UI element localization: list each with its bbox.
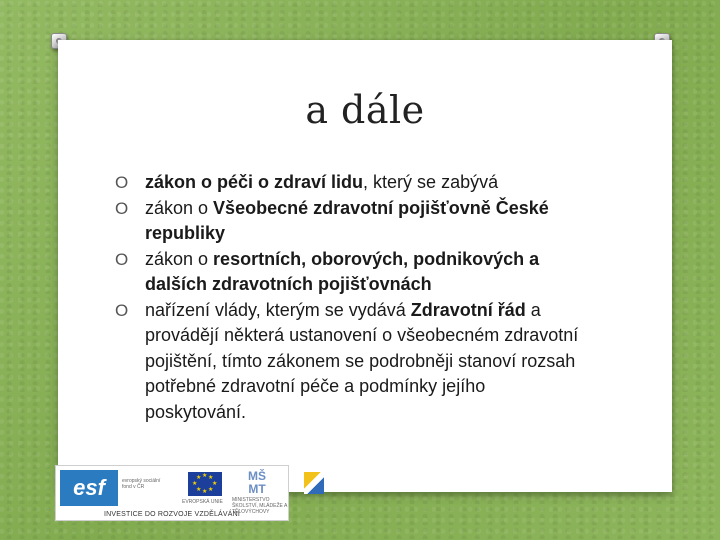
op-logo-icon <box>304 472 324 494</box>
bullet-item <box>115 298 585 426</box>
bullet-bold-text: Zdravotní řád <box>410 299 526 320</box>
eu-flag-icon: ★ ★ ★ ★ ★ ★ ★ ★ <box>188 472 222 496</box>
esf-subtitle: evropský sociální fond v ČR <box>122 478 161 490</box>
bullet-text: a provádějí některá ustanovení o všeobecném zdravotní pojištění, tímto zákonem se podrobněji stanoví rozsah potřebné zdravotní péče a podmínky jejího poskytování. <box>145 299 579 422</box>
eu-funding-logo-strip <box>55 465 289 521</box>
msmt-subtitle: MINISTERSTVO ŠKOLSTVÍ, MLÁDEŽE A TĚLOVÝCHOVY <box>232 497 288 515</box>
slide-title: a dále <box>305 88 425 132</box>
bullet-item <box>115 247 585 298</box>
bullet-item <box>115 196 585 247</box>
bullet-bold-text: resortních, oborových, podnikových a dalších zdravotních pojišťovnách <box>145 248 540 294</box>
msmt-logo: MŠ MT <box>248 469 266 496</box>
bullet-bold-text: Všeobecné zdravotní pojišťovně České republiky <box>145 197 549 243</box>
bullet-marker-icon: O <box>115 198 129 218</box>
bullet-list <box>115 170 585 425</box>
bullet-marker-icon: O <box>115 300 129 320</box>
bullet-marker-icon: O <box>115 249 129 269</box>
bullet-item <box>115 170 585 196</box>
eu-subtitle: EVROPSKÁ UNIE <box>182 499 223 505</box>
bullet-bold-text: zákon o péči o zdraví lidu <box>145 172 364 192</box>
bullet-text: , který se zabývá <box>363 172 499 192</box>
logo-tagline: INVESTICE DO ROZVOJE VZDĚLÁVÁNÍ <box>103 511 241 518</box>
esf-logo: esf <box>60 470 118 506</box>
bullet-text: zákon o <box>145 197 214 218</box>
bullet-text: zákon o <box>145 248 214 269</box>
bullet-text: nařízení vlády, kterým se vydává <box>145 299 411 320</box>
bullet-marker-icon: O <box>115 173 129 192</box>
